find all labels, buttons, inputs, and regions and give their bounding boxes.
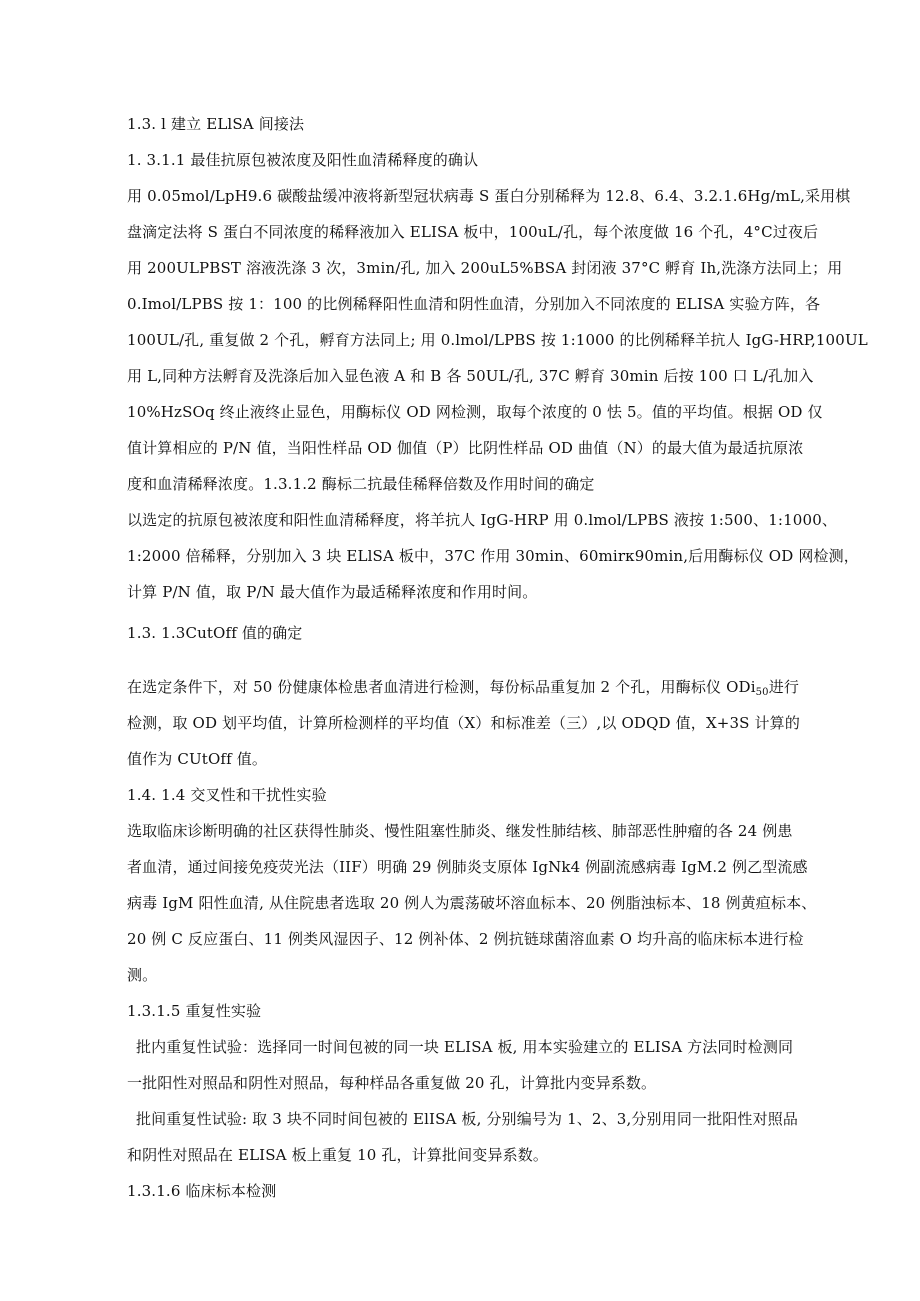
body-line: 测。 (127, 966, 158, 984)
body-line: 一批阳性对照品和阴性对照品，每种样品各重复做 20 孔，计算批内变异系数。 (127, 1074, 657, 1092)
body-line: 100UL∕孔, 重复做 2 个孔，孵育方法同上; 用 0.lmol∕LPBS 按 1:1000 的比例稀释羊抗人 IgG-HRP,100UL (127, 331, 868, 349)
body-line: 检测，取 OD 划平均值，计算所检测样的平均值（X）和标准差（三）,以 ODQD 值，X+3S 计算的 (127, 714, 800, 732)
body-line: 批内重复性试验：选择同一时间包被的同一块 ELISA 板, 用本实验建立的 ELISA 方法同时检测同 (136, 1038, 794, 1056)
section-heading: 1.3. 1.3CutOff 值的确定 (127, 624, 303, 642)
body-text: 进行 (768, 678, 799, 696)
body-line: 和阴性对照品在 ELISA 板上重复 10 孔，计算批间变异系数。 (127, 1146, 549, 1164)
body-line: 10%HzSOq 终止液终止显色，用酶标仪 OD 网检测，取每个浓度的 0 怯 5。值的平均值。根据 OD 仅 (127, 403, 823, 421)
subsection-heading: 1.3.1.5 重复性实验 (127, 1002, 262, 1020)
body-line: 以选定的抗原包被浓度和阳性血清稀释度，将羊抗人 IgG-HRP 用 0.lmol∕LPBS 液按 1:500、1:1000、 (127, 511, 838, 529)
body-line: 者血清，通过间接免疫荧光法（IIF）明确 29 例肺炎支原体 IgNk4 例副流感病毒 IgM.2 例乙型流感 (127, 858, 808, 876)
section-heading: 1.4. 1.4 交叉性和干扰性实验 (127, 786, 327, 804)
body-line: 20 例 C 反应蛋白、11 例类风湿因子、12 例补体、2 例抗链球菌溶血素 O 均升高的临床标本进行检 (127, 930, 804, 948)
body-line: 1:2000 倍稀释，分别加入 3 块 ELlSA 板中，37C 作用 30min、60mirк90min,后用酶标仪 OD 网检测， (127, 547, 859, 565)
body-line: 病毒 IgM 阳性血清, 从住院患者选取 20 例人为震荡破坏溶血标本、20 例脂浊标本、18 例黄疸标本、 (127, 894, 817, 912)
body-line: 0.Imol/LPBS 按 1：100 的比例稀释阳性血清和阴性血清，分别加入不同浓度的 ELISA 实验方阵，各 (127, 295, 821, 313)
body-line: 盘滴定法将 S 蛋白不同浓度的稀释液加入 ELISA 板中，100uL∕孔，每个浓度做 16 个孔，4°C过夜后 (127, 223, 819, 241)
body-line: 用 L,同种方法孵育及洗涤后加入显色液 A 和 B 各 50UL∕孔, 37C 孵育 30min 后按 100 口 L∕孔加入 (127, 367, 814, 385)
body-line: 值计算相应的 P/N 值，当阳性样品 OD 伽值（P）比阴性样品 OD 曲值（N）的最大值为最适抗原浓 (127, 439, 804, 457)
subsection-heading: 1. 3.1.1 最佳抗原包被浓度及阳性血清稀释度的确认 (127, 151, 479, 169)
body-line: 用 0.05mol∕LpH9.6 碳酸盐缓冲液将新型冠状病毒 S 蛋白分别稀释为 12.8、6.4、3.2.1.6Hg∕mL,采用棋 (127, 187, 851, 205)
body-line: 选取临床诊断明确的社区获得性肺炎、慢性阻塞性肺炎、继发性肺结核、肺部恶性肿瘤的各 24 例患 (127, 822, 793, 840)
subscript: 50 (755, 687, 769, 698)
body-line: 计算 P/N 值，取 P/N 最大值作为最适稀释浓度和作用时间。 (127, 583, 538, 601)
body-line: 度和血清稀释浓度。1.3.1.2 酶标二抗最佳稀释倍数及作用时间的确定 (127, 475, 595, 493)
body-line: 用 200ULPBST 溶液洗涤 3 次，3min∕孔, 加入 200uL5%BSA 封闭液 37°C 孵育 Ih,洗涤方法同上；用 (127, 259, 843, 277)
section-heading: 1.3. l 建立 ELlSA 间接法 (127, 115, 305, 133)
body-line (127, 677, 799, 697)
body-text: 在选定条件下，对 50 份健康体检患者血清进行检测，每份标品重复加 2 个孔，用酶标仪 ODi (127, 678, 756, 696)
body-line: 批间重复性试验: 取 3 块不同时间包被的 ElISA 板, 分别编号为 1、2、3,分别用同一批阳性对照品 (136, 1110, 799, 1128)
subsection-heading: 1.3.1.6 临床标本检测 (127, 1182, 277, 1200)
body-line: 值作为 CUtOff 值。 (127, 750, 268, 768)
